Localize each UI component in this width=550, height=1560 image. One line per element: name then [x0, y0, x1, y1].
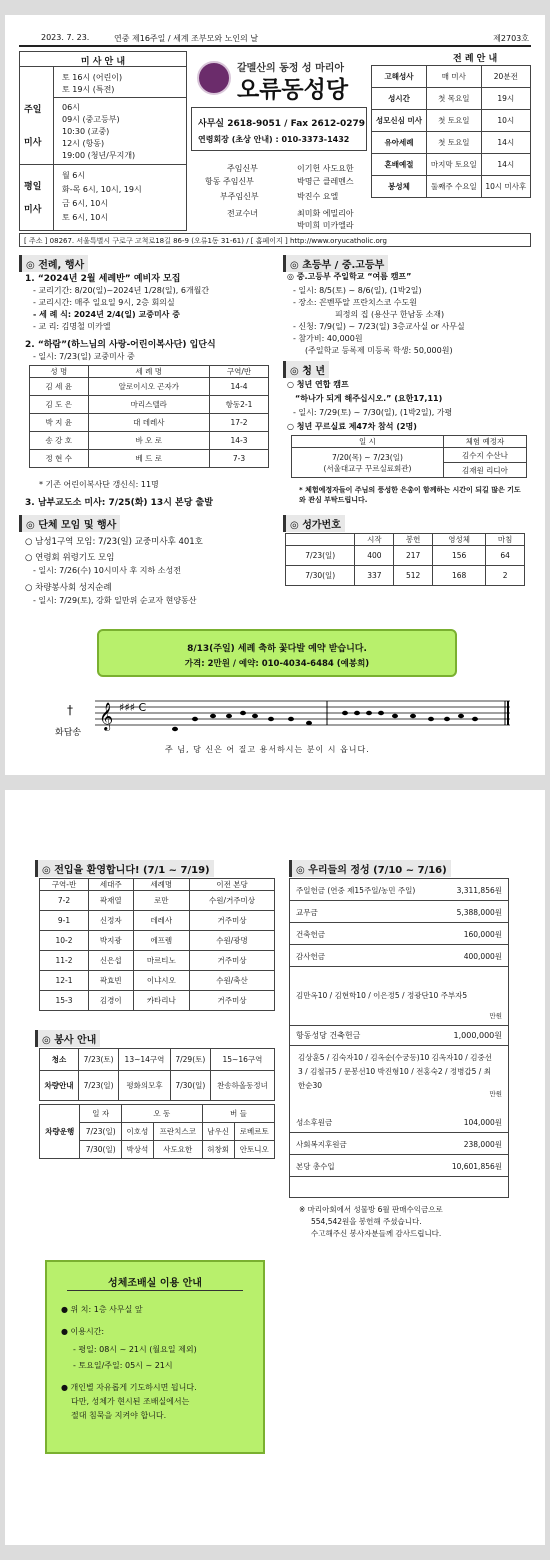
weekday-label: 평일 [24, 182, 42, 192]
newcomer-head: 이전 본당 [190, 879, 275, 891]
bulletin-page-1 [5, 15, 545, 775]
guide-cell: 첫 목요일 [426, 88, 481, 110]
baptism-line-4: - 교 리: 김명철 미카엘 [33, 322, 111, 331]
newcomer-cell: 신은섭 [89, 951, 134, 971]
offering-amount: 400,000원 [463, 952, 502, 961]
server-cell: 14-4 [209, 378, 268, 396]
note-line: ※ 마리아회에서 성물방 6월 판매수익금으로 [299, 1205, 443, 1214]
server-cell: 베 드 로 [88, 450, 209, 468]
server-cell: 송 강 호 [30, 432, 89, 450]
section-service: ◎ 봉사 안내 [35, 1030, 100, 1047]
cursillo-head-date: 일 시 [292, 436, 444, 448]
hymn-cell: 7/23(일) [286, 546, 355, 566]
thanks-donors: 김만옥10 / 김현학10 / 이은정5 / 정광단10 주부자5 [296, 991, 468, 1000]
drive-cell: 7/30(일) [80, 1141, 122, 1159]
newcomer-cell: 곽재열 [89, 891, 134, 911]
building-label: 항동성당 건축헌금 [296, 1031, 361, 1040]
offering-amount: 3,311,856원 [456, 886, 502, 895]
drive-cell: 안토니오 [234, 1141, 274, 1159]
newcomer-head: 세대주 [89, 879, 134, 891]
hymn-cell: 64 [486, 546, 525, 566]
youth-camp-title: ○ 청년 연합 캠프 [287, 380, 349, 389]
table-row [40, 951, 275, 971]
psalm-lyrics: 주 님, 당 신은 어 질고 용서하시는 분이 시 옵니다. [165, 745, 370, 754]
table-row [286, 566, 525, 586]
newcomer-cell: 11-2 [40, 951, 89, 971]
baptism-class-title: 1. “2024년 2월 세례반” 예비자 모집 [25, 274, 181, 284]
cursillo-place: (서울대교구 꾸르실료회관) [323, 463, 412, 473]
server-cell: 김 세 윤 [30, 378, 89, 396]
weekday-mass-2: 화-목 6시, 10시, 19시 [62, 185, 142, 194]
newcomer-cell: 김경이 [89, 991, 134, 1011]
newcomer-head: 세례명 [133, 879, 190, 891]
guide-cell: 첫 토요일 [426, 132, 481, 154]
office-phone: 사무실 2618-9051 / Fax 2612-0279 [198, 119, 366, 129]
car-date-1: 7/23(일) [79, 1071, 119, 1101]
hymn-cell: 168 [433, 566, 486, 586]
offering-label: 감사헌금 [296, 952, 325, 961]
offering-label: 본당 총수입 [296, 1162, 335, 1171]
hymn-cell: 512 [394, 566, 433, 586]
hymn-cell: 2 [486, 566, 525, 586]
flower-reservation-banner [97, 629, 457, 677]
guide-cell: 성시간 [372, 88, 427, 110]
section-liturgy: ◎ 전례, 행사 [19, 255, 88, 272]
guide-title: 전 례 안 내 [453, 54, 498, 64]
clean-date-1: 7/23(토) [79, 1049, 119, 1071]
section-liturgy-title: 전례, 행사 [38, 260, 85, 271]
sun-mass-1: 06시 [62, 103, 80, 112]
offering-row [290, 923, 508, 945]
baptism-line-2: - 교리시간: 매주 일요일 9시, 2층 회의실 [33, 298, 175, 307]
clean-label: 청소 [40, 1049, 79, 1071]
guide-cell: 둘째주 수요일 [426, 176, 481, 198]
youth-camp-date: - 일시: 7/29(토) ~ 7/30(일), (1박2일), 가평 [293, 408, 453, 417]
hymn-head: 봉헌 [394, 534, 433, 546]
newcomer-cell: 수원/광명 [190, 931, 275, 951]
newcomer-cell: 9-1 [40, 911, 89, 931]
server-cell: 17-2 [209, 414, 268, 432]
contact-box [191, 107, 367, 151]
newcomer-head: 구역-반 [40, 879, 89, 891]
guide-cell: 성모신심 미사 [372, 110, 427, 132]
staff-name-2: 박명근 클레멘스 [297, 177, 354, 186]
newcomer-cell: 곽효빈 [89, 971, 134, 991]
altar-server-table [29, 365, 269, 468]
adoration-chapel-box [45, 1260, 265, 1454]
server-cell: 대 데레사 [88, 414, 209, 432]
cursillo-date: 7/20(목) ~ 7/23(일) [331, 452, 403, 462]
staff-role-2: 항동 주임신부 [205, 177, 254, 186]
sat-mass-19: 토 19시 (특전) [62, 85, 115, 94]
offering-amount: 238,000원 [463, 1140, 502, 1149]
drive-cell: 사도요한 [153, 1141, 202, 1159]
offering-row [290, 879, 508, 901]
altar-server-title: 2. “하람”(하느님의 사랑-어린이복사단) 입단식 [25, 340, 216, 350]
church-name: 오류동성당 [237, 76, 349, 103]
server-head: 구역/반 [209, 366, 268, 378]
table-row [286, 546, 525, 566]
hymn-cell: 7/30(일) [286, 566, 355, 586]
group-line-2: ○ 연령회 위령기도 모임 [25, 553, 115, 563]
cursillo-person-2: 김재원 리디아 [443, 463, 526, 478]
guide-row [372, 66, 531, 88]
newcomer-cell: 데레사 [133, 911, 190, 931]
newcomer-cell: 카타리나 [133, 991, 190, 1011]
drive-cell: 남우신 [202, 1123, 234, 1141]
server-cell: 알로이시오 곤자가 [88, 378, 209, 396]
building-unit: 만원 [489, 1090, 502, 1098]
group-line-4: ○ 차량봉사회 성지순례 [25, 583, 112, 593]
group-line-1: ○ 남성1구역 모임: 7/23(일) 교중미사후 401호 [25, 537, 203, 547]
camp-line-1: - 일시: 8/5(토) ~ 8/6(일), (1박2일) [293, 286, 422, 295]
building-donors: 김상훈5 / 김숙자10 / 김옥순(수궁동)10 김옥자10 / 김중선3 / 김철규5 / 문봉선10 박진형10 / 전홍숙2 / 정병갑5 / 최한순30 [298, 1053, 492, 1090]
table-row [30, 432, 269, 450]
svg-text:𝄞: 𝄞 [99, 702, 114, 730]
guide-cell: 10시 [481, 110, 530, 132]
newcomers-table [39, 878, 275, 1011]
newcomer-cell: 로만 [133, 891, 190, 911]
staff-name-4: 최미화 에밀리아 [297, 209, 354, 218]
section-newcomers-title: 전입을 환영합니다! (7/1 ~ 7/19) [54, 865, 210, 876]
service-table [39, 1048, 275, 1101]
hymn-head [286, 534, 355, 546]
adoration-line: - 평일: 08시 ~ 21시 (월요일 제외) [73, 1345, 197, 1354]
hymn-table [285, 533, 525, 586]
section-newcomers: ◎ 전입을 환영합니다! (7/1 ~ 7/19) [35, 860, 214, 877]
issue-date: 2023. 7. 23. [41, 33, 90, 42]
newcomer-cell: 12-1 [40, 971, 89, 991]
note-line: 수고해주신 봉사자분들께 감사드립니다. [311, 1229, 442, 1238]
sun-mass-4: 12시 (항동) [62, 139, 105, 148]
newcomer-cell: 거주미상 [190, 911, 275, 931]
clean-date-2: 7/29(토) [170, 1049, 210, 1071]
adoration-line: ● 이용시간: [61, 1327, 105, 1336]
offering-row [290, 1133, 508, 1155]
drive-cell: 프란치스코 [153, 1123, 202, 1141]
newcomer-cell: 7-2 [40, 891, 89, 911]
guide-cell: 고해성사 [372, 66, 427, 88]
sun-mass-2: 09시 (중고등부) [62, 115, 120, 124]
hymn-head: 마침 [486, 534, 525, 546]
altar-server-note: * 기존 어린이복사단 갱신식: 11명 [39, 480, 159, 489]
staff-name-3: 박진수 요엘 [297, 192, 339, 201]
table-row [30, 414, 269, 432]
guide-cell: 매 미사 [426, 66, 481, 88]
weekday-mass-4: 토 6시, 10시 [62, 213, 109, 222]
table-row [40, 931, 275, 951]
guide-row [372, 132, 531, 154]
offerings-table [289, 878, 509, 1198]
address-bar: [ 주소 ] 08267. 서울특별시 구로구 고척로18길 86-9 (오류1동 31-61) / [ 홈페이지 ] http://www.oryucatholic.org [19, 233, 531, 247]
server-cell: 14-3 [209, 432, 268, 450]
section-hymns-title: 성가번호 [302, 520, 341, 531]
offering-amount: 5,388,000원 [456, 908, 502, 917]
issue-number: 제2703호 [493, 34, 529, 43]
drive-head-odong: 오 동 [121, 1105, 202, 1123]
server-cell: 정 현 수 [30, 450, 89, 468]
group-line-5: - 일시: 7/29(토), 강화 일만위 순교자 현양동산 [33, 596, 197, 605]
drive-cell: 박상석 [121, 1141, 153, 1159]
server-head: 성 명 [30, 366, 89, 378]
guide-cell: 유아세례 [372, 132, 427, 154]
newcomer-cell: 거주미상 [190, 991, 275, 1011]
cursillo-title: ○ 청년 꾸르실료 제47차 참석 (2명) [287, 422, 417, 431]
guide-row [372, 176, 531, 198]
table-row [40, 991, 275, 1011]
prison-mass: 3. 남부교도소 미사: 7/25(화) 13시 본당 출발 [25, 498, 213, 508]
server-cell: 7-3 [209, 450, 268, 468]
cursillo-person-1: 김수지 수산나 [443, 448, 526, 463]
adoration-line: ● 위 치: 1층 사무실 앞 [61, 1305, 143, 1314]
adoration-line: 절대 침묵을 지켜야 합니다. [71, 1411, 167, 1420]
newcomer-cell: 10-2 [40, 931, 89, 951]
guide-cell: 20분전 [481, 66, 530, 88]
server-cell: 마리스텔라 [88, 396, 209, 414]
staff-name-5: 박미희 미카엘라 [297, 221, 354, 230]
baptism-line-1: - 교리기간: 8/20(일)~2024년 1/28(일), 6개월간 [33, 286, 210, 295]
table-row [30, 450, 269, 468]
driver-table [39, 1104, 275, 1159]
guide-cell: 혼배예절 [372, 154, 427, 176]
drive-cell: 이호성 [121, 1123, 153, 1141]
group-line-3: - 일시: 7/26(수) 10시미사 후 지하 소성전 [33, 566, 181, 575]
weekday-label-2: 미사 [24, 205, 42, 215]
offering-row [290, 901, 508, 923]
guide-row [372, 88, 531, 110]
mass-schedule [19, 51, 187, 231]
hymn-cell: 156 [433, 546, 486, 566]
offering-amount: 10,601,856원 [451, 1162, 502, 1171]
weekday-mass-1: 월 6시 [62, 171, 86, 180]
section-offerings-title: 우리들의 정성 (7/10 ~ 7/16) [308, 865, 447, 876]
offering-row [290, 1111, 508, 1133]
drive-head-date: 일 자 [80, 1105, 122, 1123]
guide-cell: 마지막 토요일 [426, 154, 481, 176]
camp-line-4: - 신청: 7/9(일) ~ 7/23(일) 3층교사실 or 사무실 [293, 322, 465, 331]
adoration-line: - 토요일/주일: 05시 ~ 21시 [73, 1361, 173, 1370]
weekday-mass-3: 금 6시, 10시 [62, 199, 109, 208]
camp-line-6: (주일학교 등록제 미등록 학생: 50,000원) [305, 346, 453, 355]
camp-title: ◎ 중.고등부 주일학교 “여름 캠프” [287, 272, 412, 281]
staff-role-3: 부주임신부 [220, 192, 259, 201]
car-group-2: 찬송하올동정녀 [210, 1071, 274, 1101]
mass-title: 미 사 안 내 [80, 57, 126, 67]
newcomer-cell: 신정자 [89, 911, 134, 931]
offering-row [290, 1155, 508, 1177]
clean-area-1: 13~14구역 [119, 1049, 171, 1071]
section-groups: ◎ 단체 모임 및 행사 [19, 515, 120, 532]
offering-label: 건축헌금 [296, 930, 325, 939]
guide-row [372, 110, 531, 132]
newcomer-cell: 에프렘 [133, 931, 190, 951]
building-amount: 1,000,000원 [453, 1031, 502, 1040]
sun-mass-5: 19:00 (청년/무지개) [62, 151, 136, 160]
hymn-cell: 217 [394, 546, 433, 566]
cursillo-head-name: 체험 예정자 [443, 436, 526, 448]
adoration-line: ● 개인별 자유롭게 기도하시면 됩니다. [61, 1383, 197, 1392]
table-row [40, 891, 275, 911]
camp-line-2: - 장소: 꼰벤뚜알 프란치스코 수도원 [293, 298, 417, 307]
funeral-contact: 연령회장 (초상 안내) : 010-3373-1432 [198, 135, 350, 144]
table-row [40, 911, 275, 931]
sun-mass-3: 10:30 (교중) [62, 127, 110, 136]
section-youth-title: 청 년 [302, 366, 326, 377]
staff-role-4: 전교수녀 [227, 209, 258, 218]
guide-cell: 봉성체 [372, 176, 427, 198]
server-cell: 항동2-1 [209, 396, 268, 414]
hymn-cell: 400 [355, 546, 394, 566]
offering-amount: 104,000원 [463, 1118, 502, 1127]
altar-server-date: - 일시: 7/23(일) 교중미사 중 [33, 352, 135, 361]
newcomer-cell: 수원/거주미상 [190, 891, 275, 911]
camp-line-5: - 참가비: 40,000원 [293, 334, 363, 343]
mass-label: 미사 [24, 138, 42, 148]
offering-label: 교무금 [296, 908, 318, 917]
adoration-line: 다만, 성체가 현시된 조배실에서는 [71, 1397, 190, 1406]
guide-cell: 14시 [481, 154, 530, 176]
offering-label: 주일헌금 (연중 제15주일/농민 주일) [296, 886, 416, 895]
drive-head-beodeul: 버 들 [202, 1105, 274, 1123]
server-cell: 바 오 로 [88, 432, 209, 450]
offering-amount: 160,000원 [463, 930, 502, 939]
server-cell: 박 지 윤 [30, 414, 89, 432]
drive-cell: 허창회 [202, 1141, 234, 1159]
hymn-head: 영성체 [433, 534, 486, 546]
table-row [30, 378, 269, 396]
banner-line-1: 8/13(주일) 세례 축하 꽃다발 예약 받습니다. [187, 644, 367, 654]
offering-row [290, 945, 508, 967]
baptism-line-3: - 세 례 식: 2024년 2/4(일) 교중미사 중 [33, 310, 180, 319]
camp-line-3: 피정의 집 (용산구 한남동 소재) [335, 310, 445, 319]
drive-cell: 로베르토 [234, 1123, 274, 1141]
cursillo-note: * 체험예정자들이 주님의 풍성한 은총이 함께하는 시간이 되길 많은 기도와 관심 부탁드립니다. [299, 486, 521, 504]
youth-camp-motto: “하나가 되게 해주십시오.” (요한17,11) [295, 394, 443, 403]
guide-cell: 19시 [481, 88, 530, 110]
banner-line-2: 가격: 2만원 / 예약: 010-4034-6484 (예봉희) [184, 659, 370, 669]
bulletin-page-2 [5, 790, 545, 1545]
tagline: 갈멜산의 동정 성 마리아 [237, 63, 345, 74]
section-youth: ◎ 청 년 [283, 361, 329, 378]
table-row [30, 396, 269, 414]
guide-row [372, 154, 531, 176]
drive-cell: 7/23(일) [80, 1123, 122, 1141]
psalm-score [95, 695, 515, 739]
staff-role-1: 주임신부 [227, 164, 258, 173]
newcomer-cell: 이냐시오 [133, 971, 190, 991]
guide-cell: 첫 토요일 [426, 110, 481, 132]
drive-label: 차량운행 [40, 1105, 80, 1159]
offering-label: 사회복지후원금 [296, 1140, 347, 1149]
adoration-title: 성체조배실 이용 안내 [108, 1278, 202, 1289]
church-logo [197, 61, 231, 95]
car-date-2: 7/30(일) [170, 1071, 210, 1101]
section-offerings: ◎ 우리들의 정성 (7/10 ~ 7/16) [289, 860, 451, 877]
section-school-title: 초등부 / 중.고등부 [302, 260, 385, 271]
header-line [19, 33, 531, 47]
newcomer-cell: 수원/축산 [190, 971, 275, 991]
guide-cell: 14시 [481, 132, 530, 154]
staff-name-1: 이기헌 사도요한 [297, 164, 354, 173]
table-row [40, 971, 275, 991]
car-label: 차량안내 [40, 1071, 79, 1101]
psalm-label: 화답송 [55, 728, 82, 738]
svg-text:♯♯♯ C: ♯♯♯ C [119, 701, 147, 714]
liturgy-guide-table [371, 65, 531, 198]
cross-icon: † [67, 703, 73, 717]
server-head: 세 례 명 [88, 366, 209, 378]
hymn-head: 시작 [355, 534, 394, 546]
newcomer-cell: 박지광 [89, 931, 134, 951]
car-group-1: 평화의모후 [119, 1071, 171, 1101]
sat-mass-16: 토 16시 (어린이) [62, 73, 123, 82]
hymn-cell: 337 [355, 566, 394, 586]
newcomer-cell: 거주미상 [190, 951, 275, 971]
section-service-title: 봉사 안내 [54, 1035, 97, 1046]
newcomer-cell: 15-3 [40, 991, 89, 1011]
section-groups-title: 단체 모임 및 행사 [38, 520, 117, 531]
guide-cell: 10시 미사후 [481, 176, 530, 198]
sunday-label: 주일 [24, 105, 42, 115]
offering-label: 성소후원금 [296, 1118, 333, 1127]
thanks-unit: 만원 [489, 1012, 502, 1020]
section-school: ◎ 초등부 / 중.고등부 [283, 255, 388, 272]
server-cell: 김 도 은 [30, 396, 89, 414]
cursillo-table [291, 435, 527, 478]
section-hymns: ◎ 성가번호 [283, 515, 345, 532]
clean-area-2: 15~16구역 [210, 1049, 274, 1071]
newcomer-cell: 마르티노 [133, 951, 190, 971]
note-line: 554,542원을 봉헌해 주셨습니다. [311, 1217, 422, 1226]
liturgical-week: 연중 제16주일 / 세계 조부모와 노인의 날 [114, 34, 259, 43]
